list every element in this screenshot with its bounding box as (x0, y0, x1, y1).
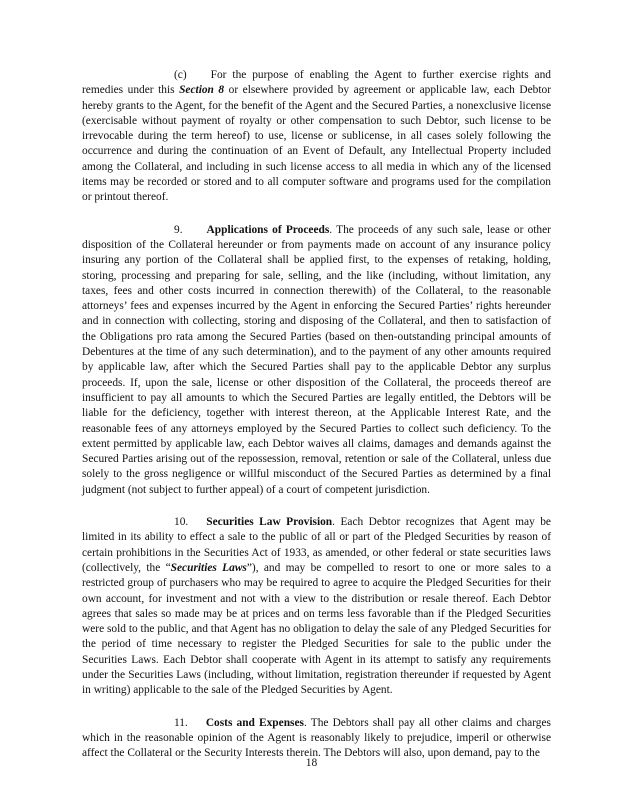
page-number: 18 (305, 757, 318, 769)
section-reference: Section 8 (179, 84, 225, 97)
paragraph-text: . The Debtors shall pay all other claims and charges which in the reasonable opinion of the Agent is reasonably likely to prejudice, imperil or otherwise affect the Collateral or the Security Interests therein. The Debtors will also, upon demand, pay to the (82, 716, 551, 760)
paragraph-number: 9. (174, 223, 183, 236)
paragraph-11 (82, 716, 551, 762)
paragraph-text: . The proceeds of any such sale, lease or other disposition of the Collateral hereunder or from payments made on account of any insurance policy insuring any portion of the Collateral shall be applied first, to the expenses of retaking, holding, storing, processing and preparing for sale, selling, and the like (including, without limitation, any taxes, fees and other costs incurred in connection therewith) of the Collateral, to the reasonable attorneys’ fees and expenses incurred by the Agent in enforcing the Secured Parties’ rights hereunder and in connection with collecting, storing and disposing of the Collateral, and then to satisfaction of the Obligations pro rata among the Secured Parties (based on then-outstanding principal amounts of Debentures at the time of any such determination), and to the payment of any other amounts required by applicable law, after which the Secured Parties shall pay to the applicable Debtor any surplus proceeds. If, upon the sale, license or other disposition of the Collateral, the proceeds thereof are insufficient to pay all amounts to which the Secured Parties are legally entitled, the Debtors will be liable for the deficiency, together with interest thereon, at the Applicable Interest Rate, and the reasonable fees of any attorneys employed by the Secured Parties to collect such deficiency. To the extent permitted by applicable law, each Debtor waives all claims, damages and demands against the Secured Parties arising out of the repossession, removal, retention or sale of the Collateral, unless due solely to the gross negligence or willful misconduct of the Secured Parties as determined by a final judgment (not subject to further appeal) of a court of competent jurisdiction. (82, 223, 551, 496)
section-heading: Costs and Expenses (205, 716, 304, 729)
paragraph-text: ”), and may be compelled to resort to one or more sales to a restricted group of purchasers who may be required to agree to acquire the Pledged Securities for their own account, for investment and not with a view to the distribution or resale thereof. Each Debtor agrees that sales so made may be at prices and on terms less favorable than if the Pledged Securities were sold to the public, and that Agent has no obligation to delay the sale of any Pledged Securities for the period of time necessary to register the Pledged Securities for sale to the public under the Securities Laws. Each Debtor shall cooperate with Agent in its attempt to satisfy any requirements under the Securities Laws (including, without limitation, registration thereunder if requested by Agent in writing) applicable to the sale of the Pledged Securities by Agent. (82, 561, 551, 697)
paragraph-number: 11. (174, 716, 188, 729)
section-heading: Applications of Proceeds (206, 223, 330, 236)
paragraph-number: (c) (174, 69, 187, 81)
paragraph-text: . Each Debtor recognizes that Agent may be limited in its ability to effect a sale to the public of all or part of the Pledged Securities by reason of certain prohibitions in the Securities Act of 1933, as amended, or other federal or state securities laws (collectively, the “ (82, 516, 551, 574)
document-body (82, 68, 551, 778)
section-heading: Securities Law Provision (206, 516, 333, 529)
paragraph-number: 10. (174, 516, 189, 529)
paragraph-text: For the purpose of enabling the Agent to further exercise rights and remedies under this (82, 69, 551, 97)
paragraph-10 (82, 515, 551, 699)
paragraph-8c (82, 68, 551, 206)
defined-term: Securities Laws (170, 561, 247, 574)
paragraph-text: or elsewhere provided by agreement or applicable law, each Debtor hereby grants to the Agent, for the benefit of the Agent and the Secured Parties, a nonexclusive license (exercisable without payment of royalty or other compensation to such Debtor, such license to be irrevocable during the term hereof) to use, license or sublicense, in all cases solely following the occurrence and during the continuation of an Event of Default, any Intellectual Property included among the Collateral, and including in such license access to all media in which any of the licensed items may be recorded or stored and to all computer software and programs used for the compilation or printout thereof. (82, 84, 551, 204)
paragraph-9 (82, 223, 551, 498)
